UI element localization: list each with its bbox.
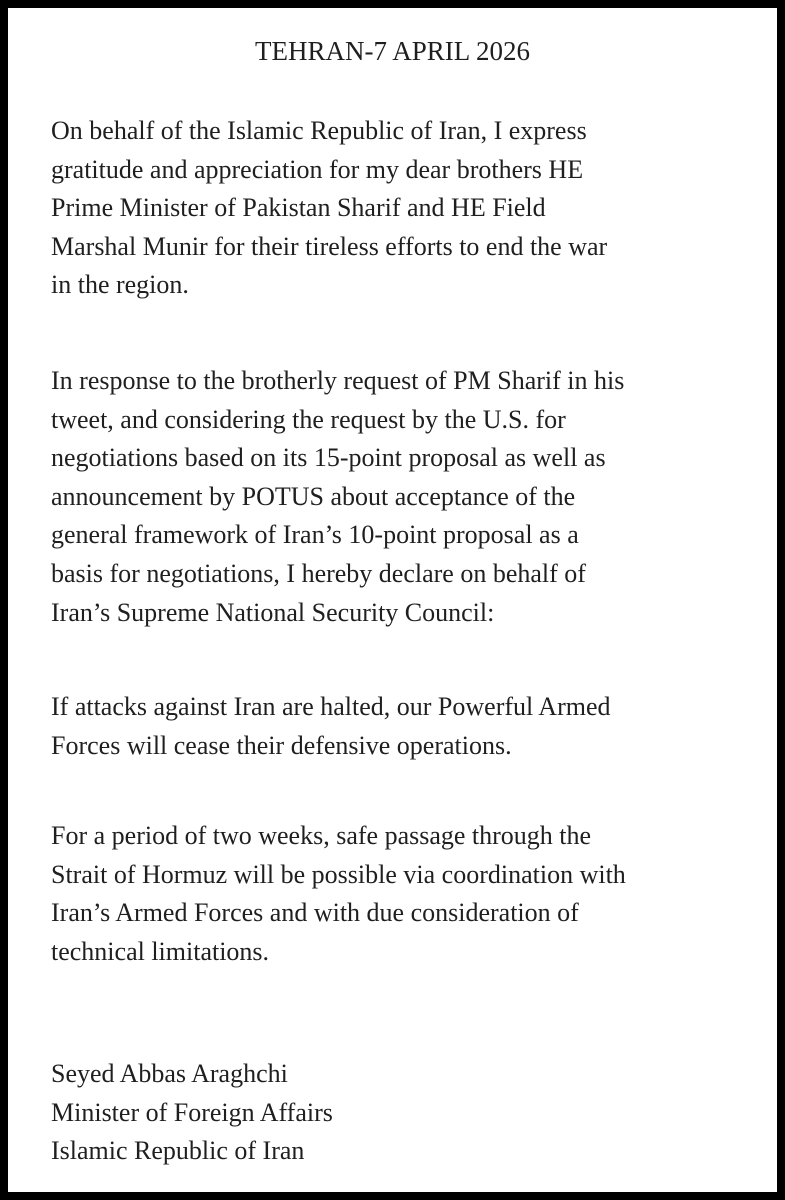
paragraph-line: On behalf of the Islamic Republic of Iran, I express [51,116,587,145]
paragraph-line: Strait of Hormuz will be possible via coordination with [51,859,626,889]
paragraph-line: Forces will cease their defensive operations. [51,730,512,760]
signatory-name: Seyed Abbas Araghchi [51,1059,288,1088]
paragraph-declaration [51,362,741,632]
paragraph-line: For a period of two weeks, safe passage through the [51,821,592,850]
dateline: TEHRAN-7 APRIL 2026 [255,36,530,66]
signature-block [51,1055,741,1171]
paragraph-line: Marshal Munir for their tireless efforts to end the war [51,231,608,261]
signatory-country: Islamic Republic of Iran [51,1136,305,1166]
paragraph-line: technical limitations. [51,936,270,966]
paragraph-line: general framework of Iran’s 10-point proposal as a [51,520,579,550]
paragraph-line: negotiations based on its 15-point proposal as well as [51,443,606,473]
paragraph-line: gratitude and appreciation for my dear brothers HE [51,154,584,184]
paragraph-line: in the region. [51,270,189,300]
paragraph-line: Iran’s Supreme National Security Council: [51,597,495,627]
paragraph-gratitude [51,112,741,305]
paragraph-line: Prime Minister of Pakistan Sharif and HE Field [51,193,546,223]
paragraph-hormuz [51,817,741,971]
paragraph-line: If attacks against Iran are halted, our Powerful Armed [51,692,611,721]
statement-page [8,8,777,1192]
paragraph-line: tweet, and considering the request by the U.S. for [51,404,566,434]
paragraph-line: In response to the brotherly request of PM Sharif in his [51,366,625,395]
paragraph-line: announcement by POTUS about acceptance of the [51,481,576,511]
signatory-title: Minister of Foreign Affairs [51,1097,333,1127]
paragraph-ceasefire [51,688,741,765]
paragraph-line: basis for negotiations, I hereby declare on behalf of [51,558,586,588]
paragraph-line: Iran’s Armed Forces and with due consideration of [51,898,579,928]
